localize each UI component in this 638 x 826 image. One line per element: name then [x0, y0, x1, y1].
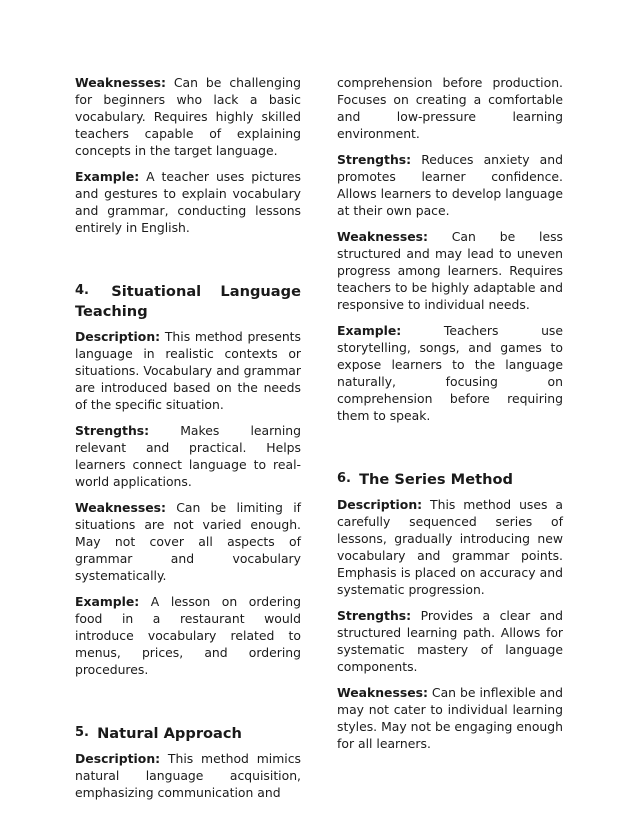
example-text: A lesson on ordering food in a restaurant would introduce vocabulary related to menus, prices, and ordering procedures. [75, 594, 301, 677]
section-5-weaknesses [337, 228, 563, 313]
description-label: Description: [75, 751, 161, 766]
strengths-label: Strengths: [337, 608, 412, 623]
section-5-strengths [337, 151, 563, 219]
weaknesses-paragraph [75, 74, 301, 159]
weaknesses-label: Weaknesses: [75, 500, 166, 515]
right-column [337, 74, 563, 761]
description-text: This method uses a carefully sequenced series of lessons, gradually introducing new vocabulary and grammar points. Emphasis is placed on accuracy and systematic progression. [337, 497, 563, 597]
weaknesses-text: Can be challenging for beginners who lack a basic vocabulary. Requires highly skilled teachers capable of explaining concepts in the target language. [75, 75, 301, 158]
strengths-text: Provides a clear and structured learning path. Allows for systematic mastery of language components. [337, 608, 563, 674]
section-4-weaknesses [75, 499, 301, 584]
weaknesses-text: Can be limiting if situations are not varied enough. May not cover all aspects of grammar and vocabulary systematically. [75, 500, 301, 583]
strengths-text: Reduces anxiety and promotes learner confidence. Allows learners to develop language at their own pace. [337, 152, 563, 218]
section-4-strengths [75, 422, 301, 490]
section-6-heading [337, 469, 563, 490]
weaknesses-text: Can be less structured and may lead to uneven progress among learners. Requires teachers to be highly adaptable and responsive to individual needs. [337, 229, 563, 312]
section-4-example [75, 593, 301, 678]
strengths-label: Strengths: [337, 152, 412, 167]
description-label: Description: [337, 497, 423, 512]
description-text: This method presents language in realistic contexts or situations. Vocabulary and grammar are introduced based on the needs of the specific situation. [75, 329, 301, 412]
section-6-weaknesses [337, 684, 563, 752]
example-label: Example: [75, 169, 140, 184]
section-6-title: The Series Method [359, 471, 513, 488]
section-5-description-continued [337, 74, 563, 142]
description-text: This method mimics natural language acquisition, emphasizing communication and [75, 751, 301, 800]
section-6-description [337, 496, 563, 598]
description-label: Description: [75, 329, 161, 344]
continued-text: comprehension before production. Focuses on creating a comfortable and low-pressure learning environment. [337, 75, 563, 141]
section-5-description [75, 750, 301, 801]
weaknesses-text: Can be inflexible and may not cater to individual learning styles. May not be engaging enough for all learners. [337, 685, 563, 751]
section-4-description [75, 328, 301, 413]
example-paragraph [75, 168, 301, 236]
section-4-number: 4. [75, 283, 89, 298]
example-text: Teachers use storytelling, songs, and games to expose learners to the language naturally, focusing on comprehension before requiring them to speak. [337, 323, 563, 423]
example-label: Example: [75, 594, 140, 609]
left-column [75, 74, 301, 810]
section-5-title: Natural Approach [97, 725, 242, 742]
section-6-strengths [337, 607, 563, 675]
section-5-example [337, 322, 563, 424]
section-5-heading [75, 723, 301, 744]
strengths-text: Makes learning relevant and practical. Helps learners connect language to real-world applications. [75, 423, 301, 489]
strengths-label: Strengths: [75, 423, 150, 438]
section-4-title: Situational Language Teaching [75, 283, 301, 320]
weaknesses-label: Weaknesses: [337, 685, 428, 700]
section-4-heading [75, 281, 301, 322]
example-text: A teacher uses pictures and gestures to explain vocabulary and grammar, conducting lessons entirely in English. [75, 169, 301, 235]
weaknesses-label: Weaknesses: [75, 75, 166, 90]
weaknesses-label: Weaknesses: [337, 229, 428, 244]
example-label: Example: [337, 323, 402, 338]
section-6-number: 6. [337, 471, 351, 486]
section-5-number: 5. [75, 725, 89, 740]
